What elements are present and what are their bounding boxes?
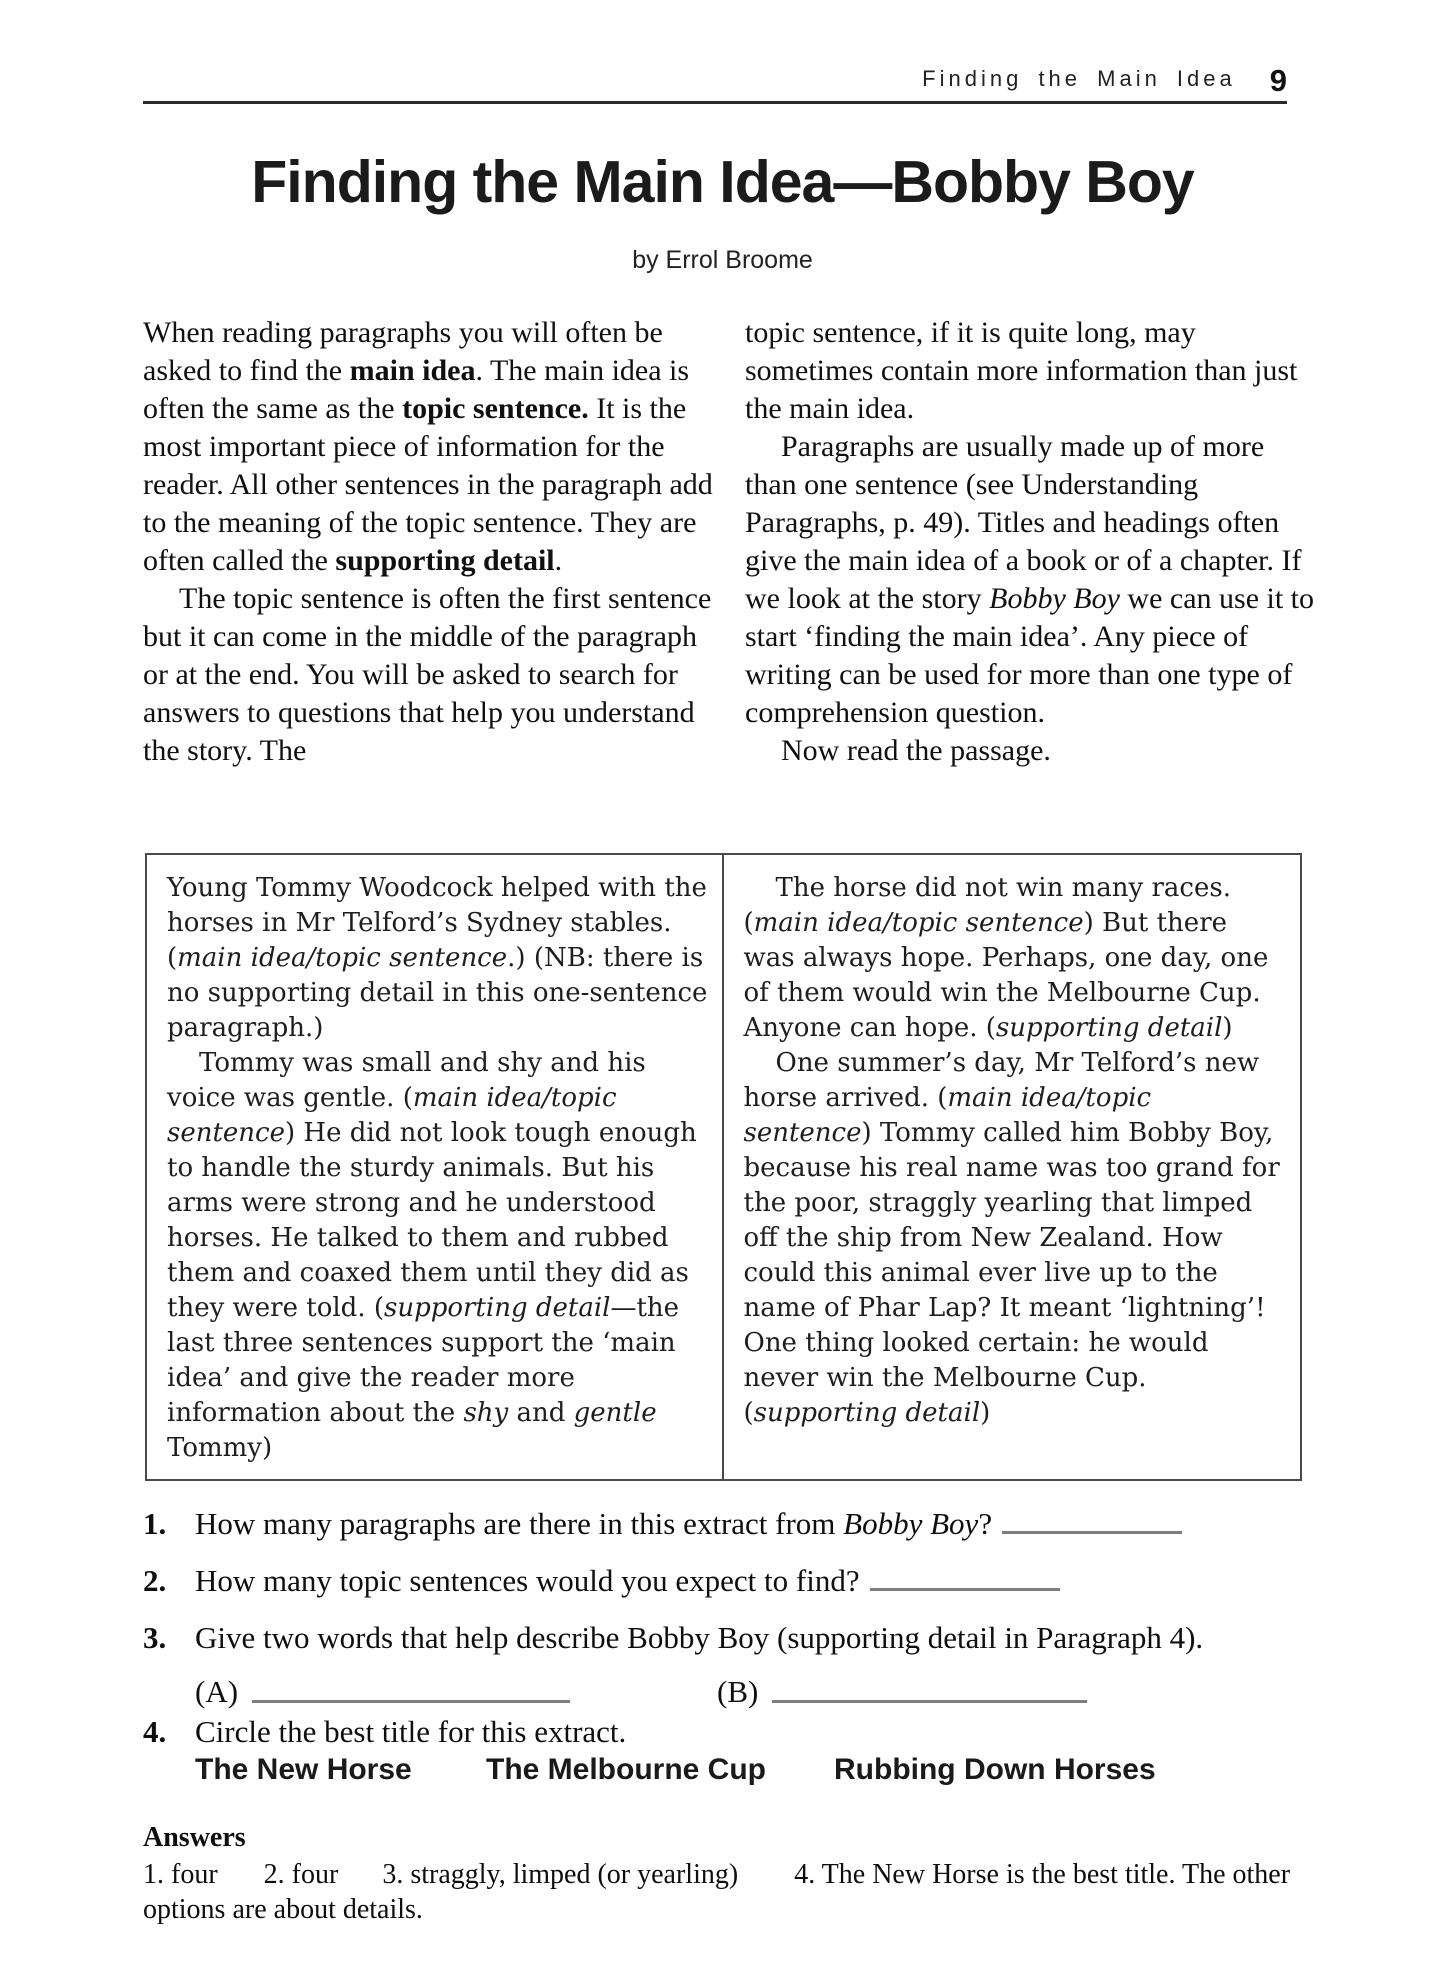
passage-right-column (724, 855, 1301, 1479)
answers-section (143, 1822, 1305, 1927)
intro-paragraph: When reading paragraphs you will often be asked to find the main idea. The main idea is often the same as the topic sentence. It is the most important piece of information for the reader. All other sentences in the paragraph add to the meaning of the topic sentence. They are often called the supporting detail. (143, 316, 713, 577)
answer-item-3: 3. straggly, limped (or yearling) (382, 1859, 739, 1890)
question-4-number: 4. (143, 1714, 167, 1749)
answer-item-2: 2. four (263, 1859, 339, 1890)
blank-b-label: (B) (717, 1674, 759, 1709)
passage-left-column (147, 855, 724, 1479)
running-title: Finding the Main Idea (922, 66, 1236, 91)
question-1-text: How many paragraphs are there in this extract from Bobby Boy? (195, 1506, 993, 1541)
question-3-number: 3. (143, 1620, 167, 1655)
question-3 (143, 1620, 1203, 1656)
intro-paragraph: Paragraphs are usually made up of more than one sentence (see Understanding Paragraphs, p. 49). Titles and headings often give the main idea of a book or of a chapter. If we look at the story Bobby Boy we can use it to start ‘finding the main idea’. Any piece of writing can be used for more than one type of comprehension question. (745, 430, 1315, 729)
question-1 (143, 1506, 1182, 1542)
byline: by Errol Broome (632, 246, 813, 274)
intro-paragraph: Now read the passage. (781, 734, 1051, 767)
intro-paragraph: topic sentence, if it is quite long, may sometimes contain more information than just the main idea. (745, 316, 1298, 425)
answer-item-4: 4. The New Horse is the best title. The other options are about details. (143, 1859, 1291, 1925)
answer-item-1: 1. four (143, 1859, 218, 1890)
question-3-text: Give two words that help describe Bobby Boy (supporting detail in Paragraph 4). (195, 1620, 1204, 1655)
question-4-text: Circle the best title for this extract. (195, 1714, 627, 1749)
question-2-text: How many topic sentences would you expect to find? (195, 1563, 860, 1598)
blank-a-label: (A) (195, 1674, 239, 1709)
running-header (143, 42, 1287, 104)
passage-box (145, 853, 1302, 1481)
question-3-answer-blank-b (772, 1678, 1087, 1703)
option-the-new-horse: The New Horse (195, 1753, 412, 1786)
question-2-answer-blank (870, 1566, 1060, 1591)
answers-heading: Answers (143, 1822, 246, 1853)
passage-paragraph: Tommy was small and shy and his voice was gentle. (main idea/topic sentence) He did not look tough enough to handle the sturdy animals. But his arms were strong and he understood horses. He talked to them and rubbed them and coaxed them until they did as they were told. (supporting detail—the last three sentences support the ‘main idea’ and give the reader more information about the shy and gentle Tommy) (167, 1048, 697, 1463)
question-4 (143, 1714, 626, 1750)
intro-left-column (143, 314, 715, 770)
question-1-number: 1. (143, 1506, 167, 1541)
passage-paragraph: The horse did not win many races. (main idea/topic sentence) But there was always hope. Perhaps, one day, one of them would win the Melbourne Cup. Anyone can hope. (supporting detail) (743, 873, 1269, 1043)
page-number: 9 (1269, 63, 1287, 98)
question-2-number: 2. (143, 1563, 167, 1598)
page-title: Finding the Main Idea—Bobby Boy (251, 149, 1194, 215)
passage-paragraph: One summer’s day, Mr Telford’s new horse arrived. (main idea/topic sentence) Tommy called him Bobby Boy, because his real name was too grand for the poor, straggly yearling that limped off the ship from New Zealand. How could this animal ever live up to the name of Phar Lap? It meant ‘lightning’! One thing looked certain: he would never win the Melbourne Cup. (supporting detail) (743, 1048, 1280, 1428)
question-2 (143, 1563, 1060, 1599)
question-4-options (0, 1753, 1445, 1793)
passage-paragraph: Young Tommy Woodcock helped with the horses in Mr Telford’s Sydney stables. (main idea/topic sentence.) (NB: there is no supporting detail in this one-sentence paragraph.) (167, 873, 708, 1043)
question-1-answer-blank (1002, 1509, 1182, 1534)
question-3-answer-blank-a (252, 1678, 570, 1703)
intro-right-column (745, 314, 1317, 770)
answers-line (143, 1857, 1305, 1927)
option-rubbing-down-horses: Rubbing Down Horses (834, 1753, 1156, 1786)
question-3-blanks-row (0, 1674, 1445, 1714)
option-the-melbourne-cup: The Melbourne Cup (486, 1753, 766, 1786)
intro-paragraph: The topic sentence is often the first sentence but it can come in the middle of the paragraph or at the end. You will be asked to search for answers to questions that help you understand the story. The (143, 582, 712, 767)
